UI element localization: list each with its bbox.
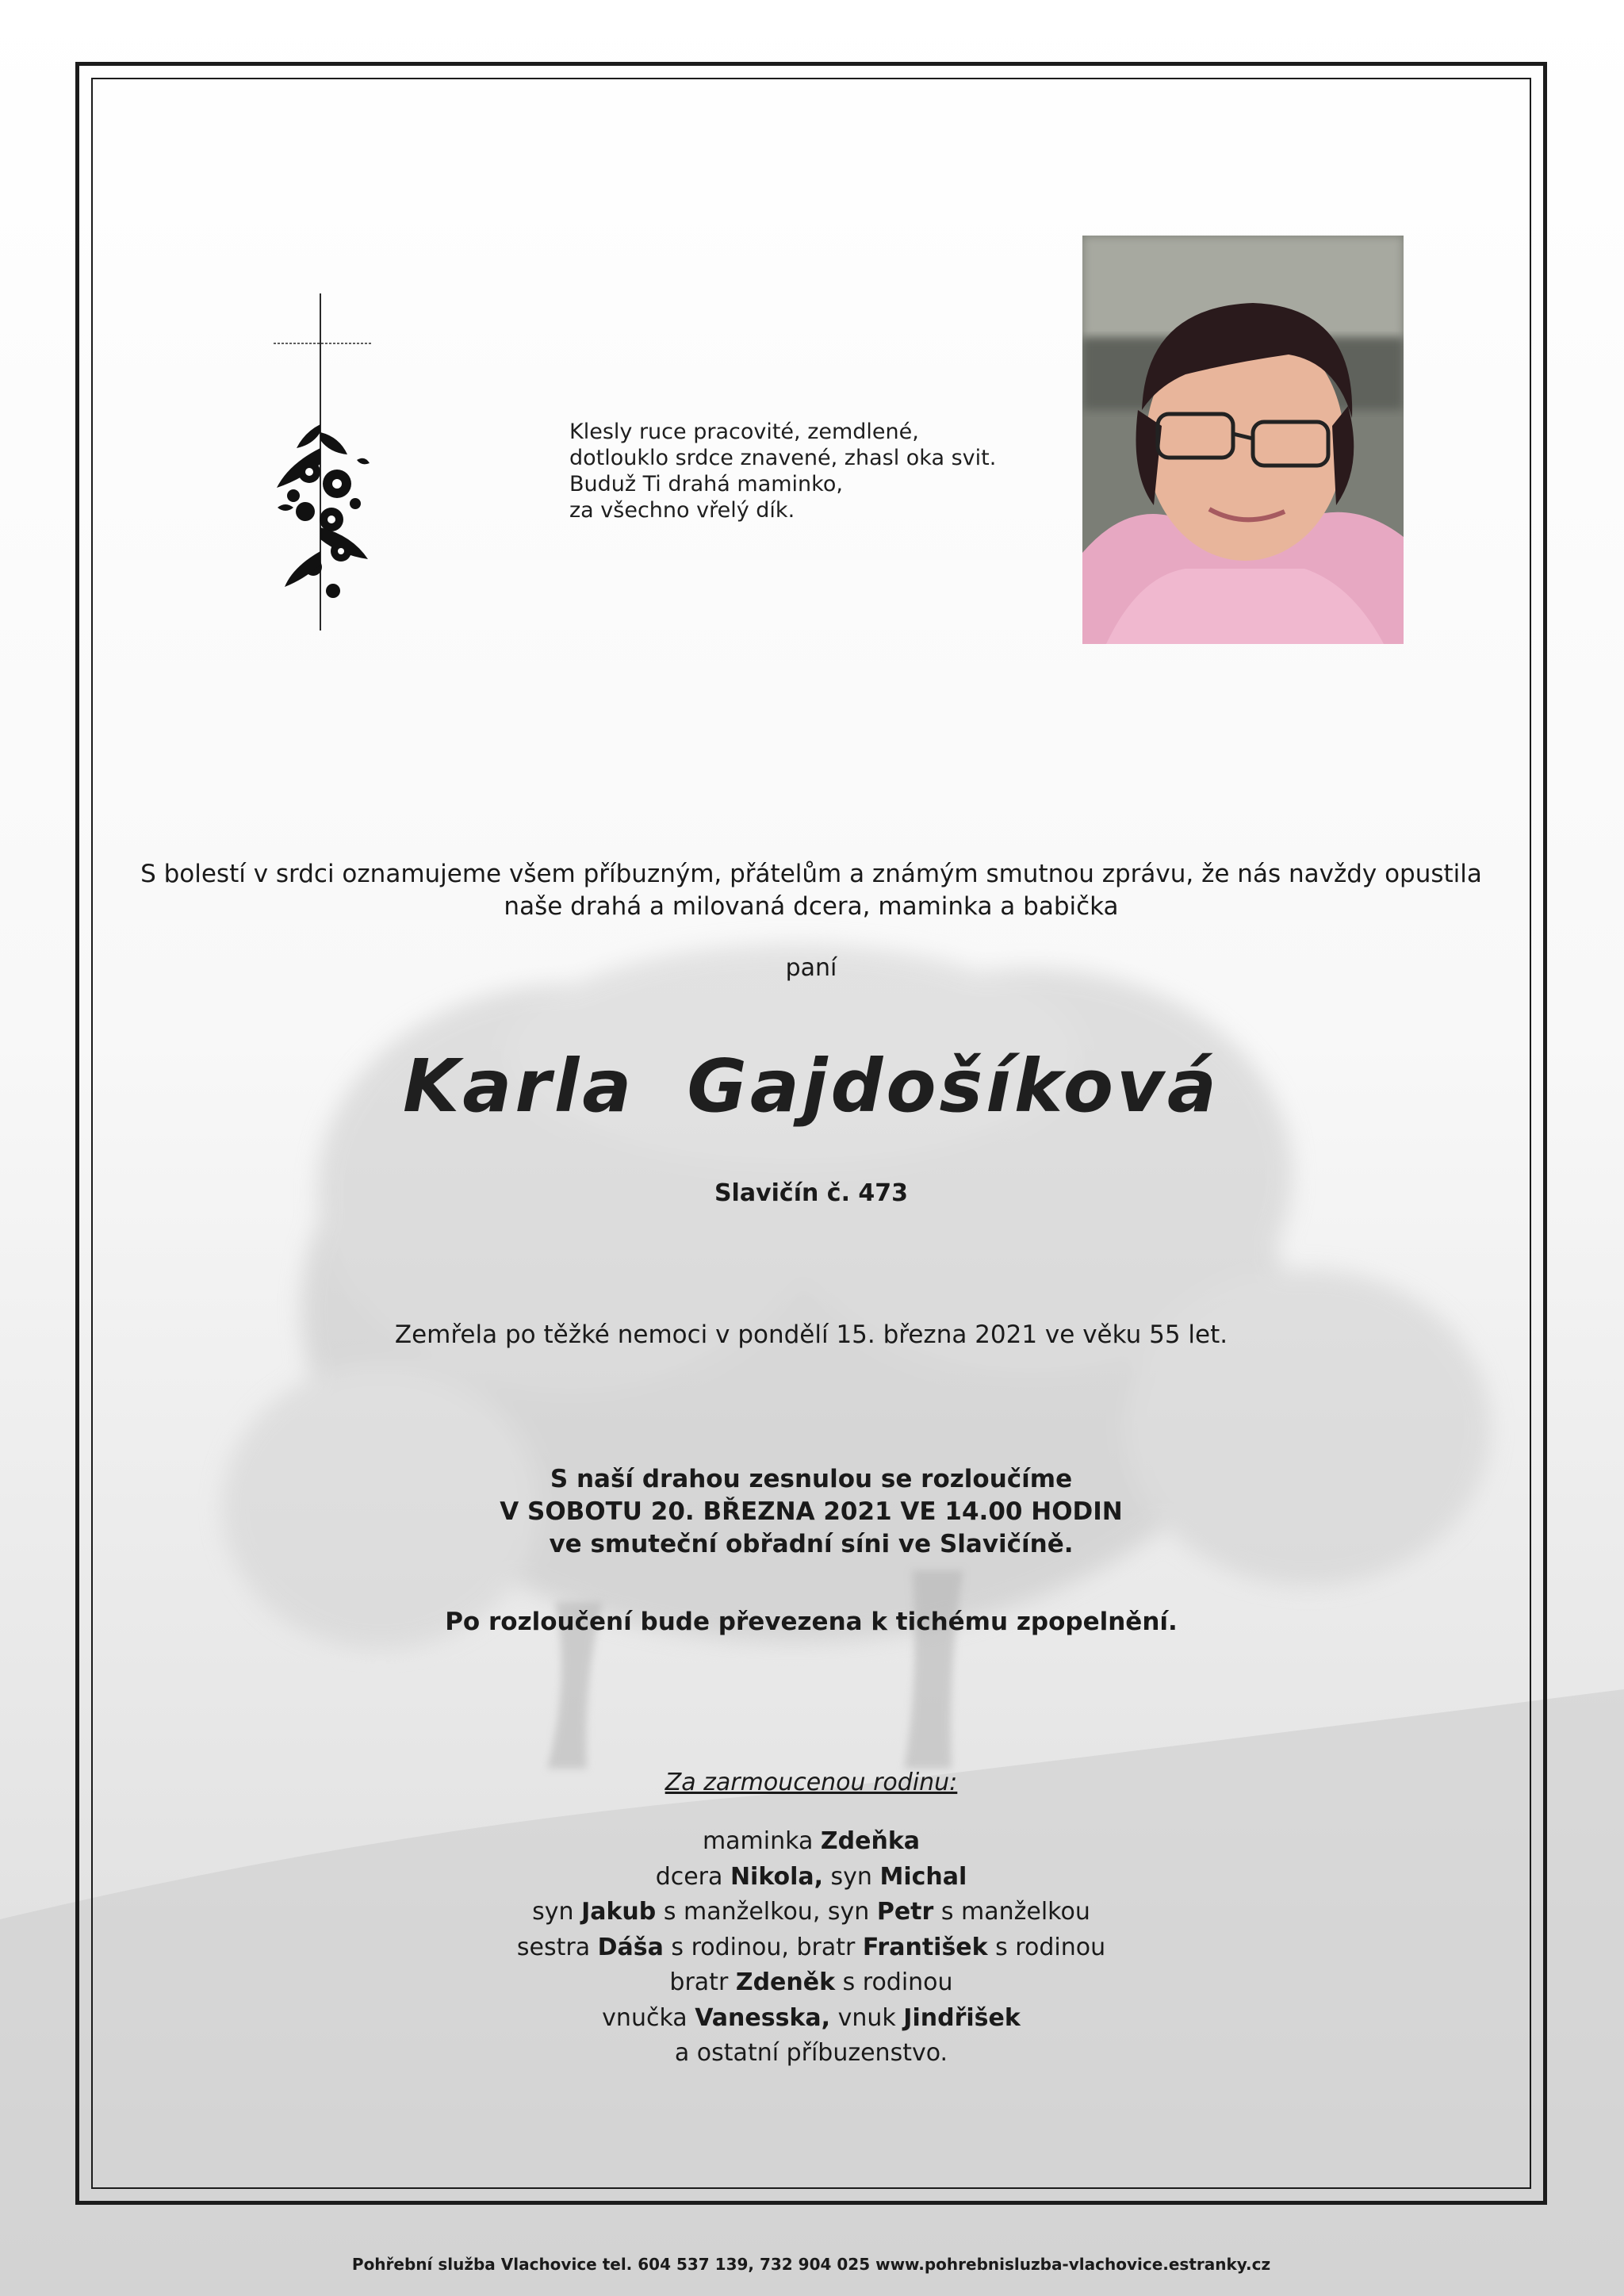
family-relation-text: syn <box>532 1898 582 1926</box>
verse <box>569 419 1077 523</box>
ceremony-line: V SOBOTU 20. BŘEZNA 2021 VE 14.00 HODIN <box>500 1497 1123 1526</box>
family-line <box>91 1930 1531 1966</box>
family-member-name: Dáša <box>597 1933 664 1961</box>
family-relation-text: vnučka <box>602 2003 695 2032</box>
family-member-name: Petr <box>876 1898 934 1926</box>
address: Slavičín č. 473 <box>714 1179 909 1207</box>
footer-contact: Pohřební služba Vlachovice tel. 604 537 139, 732 904 025 www.pohrebnisluzba-vlachovice.estranky.cz <box>351 2255 1271 2274</box>
family-relation-text: s manželkou, syn <box>656 1898 877 1926</box>
verse-line: za všechno vřelý dík. <box>569 498 795 523</box>
verse-line: Klesly ruce pracovité, zemdlené, <box>569 420 919 444</box>
ceremony-line: ve smuteční obřadní síni ve Slavičíně. <box>549 1530 1074 1558</box>
family-relation-text: s rodinou <box>987 1933 1106 1961</box>
family-list <box>91 1824 1531 2072</box>
family-member-name: Michal <box>879 1862 967 1891</box>
family-relation-text: vnuk <box>830 2003 904 2032</box>
family-relation-text: s rodinou <box>835 1968 953 1996</box>
ceremony-details <box>91 1463 1531 1561</box>
family-line <box>91 2001 1531 2037</box>
family-member-name: Jindřišek <box>903 2003 1021 2032</box>
family-member-name: František <box>862 1933 988 1961</box>
announcement-line: S bolestí v srdci oznamujeme všem příbuzným, přátelům a známým smutnou zprávu, že nás navždy opustila <box>140 860 1482 888</box>
family-heading <box>91 1769 1531 1796</box>
family-relation-text: syn <box>823 1862 880 1891</box>
family-line <box>91 1895 1531 1930</box>
family-relation-text: s rodinou, bratr <box>663 1933 863 1961</box>
family-line <box>91 1965 1531 2001</box>
family-relation-text: maminka <box>702 1827 821 1855</box>
family-line <box>91 1824 1531 1860</box>
family-relation-text: sestra <box>516 1933 598 1961</box>
family-line <box>91 1860 1531 1895</box>
family-member-name: Zdeněk <box>735 1968 836 1996</box>
family-heading-text: Za zarmoucenou rodinu: <box>665 1769 958 1796</box>
family-line <box>91 2036 1531 2072</box>
verse-line: Buduž Ti drahá maminko, <box>569 472 843 496</box>
family-relation-text: bratr <box>669 1968 736 1996</box>
family-relation-text: a ostatní příbuzenstvo. <box>674 2039 948 2067</box>
deceased-name: Karla Gajdošíková <box>402 1044 1220 1129</box>
announcement-line: naše drahá a milovaná dcera, maminka a babička <box>504 892 1119 921</box>
family-member-name: Zdeňka <box>820 1827 921 1855</box>
announcement <box>91 858 1531 923</box>
cremation-note: Po rozloučení bude převezena k tichému zpopelnění. <box>445 1608 1178 1636</box>
family-member-name: Vanesska, <box>695 2003 831 2032</box>
ceremony-line: S naší drahou zesnulou se rozloučíme <box>550 1465 1073 1493</box>
family-member-name: Nikola, <box>730 1862 824 1891</box>
family-relation-text: dcera <box>655 1862 730 1891</box>
portrait-photo <box>1082 236 1404 644</box>
verse-line: dotlouklo srdce znavené, zhasl oka svit. <box>569 446 997 470</box>
family-relation-text: s manželkou <box>933 1898 1090 1926</box>
death-notice: Zemřela po těžké nemoci v pondělí 15. března 2021 ve věku 55 let. <box>394 1320 1228 1349</box>
honorific: paní <box>785 954 837 982</box>
cross-with-flowers-icon <box>262 289 420 638</box>
family-member-name: Jakub <box>581 1898 657 1926</box>
